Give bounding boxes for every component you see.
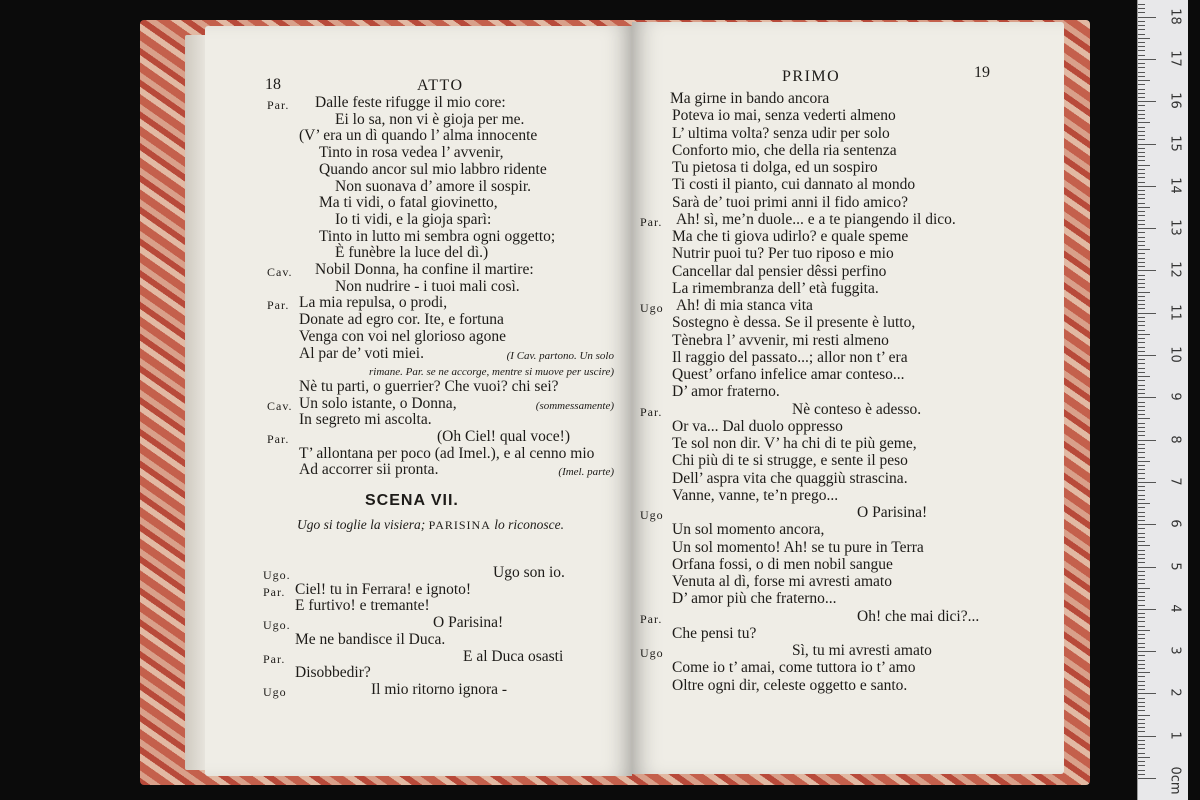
- ruler-tick: [1138, 266, 1145, 267]
- speaker-label: Par.: [640, 404, 663, 419]
- speaker-label: Cav.: [267, 398, 293, 413]
- ruler-tick: [1138, 152, 1145, 153]
- ruler-tick: [1138, 368, 1145, 369]
- verse-line: Orfana fossi, o di men nobil sangue: [672, 555, 893, 573]
- ruler-tick: [1138, 744, 1145, 745]
- ruler-tick: [1138, 427, 1145, 428]
- verse-line: Ma che ti giova udirlo? e quale speme: [672, 228, 909, 245]
- ruler-label: 13: [1167, 219, 1183, 236]
- speaker-label: Cav.: [267, 265, 293, 279]
- verse-line: Oltre ogni dir, celeste oggetto e santo.: [672, 676, 908, 694]
- ruler-tick: [1138, 84, 1145, 85]
- ruler-tick: [1138, 761, 1145, 762]
- ruler-tick: [1138, 34, 1145, 35]
- ruler-tick: [1138, 110, 1145, 111]
- verse-line: Quest’ orfano infelice amar conteso...: [672, 366, 905, 383]
- ruler-tick: [1138, 651, 1156, 652]
- ruler-tick: [1138, 249, 1150, 250]
- ruler-tick: [1138, 668, 1145, 669]
- ruler-tick: [1138, 440, 1156, 441]
- scene-title: SCENA VII.: [365, 492, 459, 509]
- ruler-tick: [1138, 253, 1145, 254]
- ruler-tick: [1138, 139, 1145, 140]
- ruler-label: 11: [1167, 303, 1183, 321]
- verse-line: E furtivo! e tremante!: [295, 597, 430, 615]
- ruler-tick: [1138, 698, 1145, 699]
- ruler-tick: [1138, 478, 1145, 479]
- ruler-tick: [1138, 211, 1145, 212]
- speaker-label: Par.: [267, 298, 290, 313]
- ruler-tick: [1138, 355, 1156, 356]
- ruler-tick: [1138, 304, 1145, 305]
- ruler-tick: [1138, 643, 1145, 644]
- measuring-ruler: [1137, 0, 1188, 800]
- ruler-tick: [1138, 275, 1145, 276]
- ruler-tick: [1138, 173, 1145, 174]
- ruler-tick: [1138, 562, 1145, 563]
- ruler-tick: [1138, 359, 1145, 360]
- ruler-tick: [1138, 410, 1145, 411]
- ruler-tick: [1138, 262, 1145, 263]
- verse-line: Ma girne in bando ancora: [670, 90, 830, 107]
- stage-direction: (Imel. parte): [558, 466, 614, 479]
- verse-line: Ah! sì, me’n duole... e a te piangendo il dico.: [676, 210, 956, 228]
- left-page: [205, 26, 632, 776]
- ruler-tick: [1138, 330, 1145, 331]
- ruler-tick: [1138, 770, 1145, 771]
- verse-line: Disobbedir?: [295, 664, 371, 682]
- verse-line: Oh! che mai dici?...: [857, 607, 980, 625]
- verse-line: D’ amor più che fraterno...: [672, 590, 837, 608]
- ruler-tick: [1138, 177, 1145, 178]
- verse-line: Come io t’ amai, come tuttora io t’ amo: [672, 659, 916, 677]
- ruler-tick: [1138, 753, 1145, 754]
- ruler-tick: [1138, 613, 1145, 614]
- ruler-tick: [1138, 241, 1145, 242]
- ruler-tick: [1138, 397, 1156, 398]
- verse-line: Dell’ aspra vita che quaggiù strascina.: [672, 469, 908, 487]
- ruler-tick: [1138, 389, 1145, 390]
- ruler-tick: [1138, 317, 1145, 318]
- ruler-tick: [1138, 363, 1145, 364]
- ruler-label: 5: [1167, 561, 1183, 571]
- verse-line: Un solo istante, o Donna,: [299, 394, 457, 412]
- verse-line: Conforto mio, che della ria sentenza: [672, 141, 897, 159]
- ruler-label: 16: [1167, 92, 1183, 109]
- ruler-tick: [1138, 512, 1145, 513]
- ruler-label: 6: [1167, 519, 1183, 528]
- ruler-tick: [1138, 731, 1145, 732]
- verse-line: Poteva io mai, senza vederti almeno: [672, 107, 896, 125]
- verse-line: Nobil Donna, ha confine il martire:: [315, 261, 534, 278]
- ruler-tick: [1138, 228, 1156, 229]
- ruler-tick: [1138, 414, 1145, 415]
- verse-line: Me ne bandisce il Duca.: [295, 630, 446, 648]
- ruler-tick: [1138, 93, 1145, 94]
- ruler-tick: [1138, 342, 1145, 343]
- ruler-tick: [1138, 186, 1156, 187]
- ruler-label: 7: [1167, 477, 1183, 486]
- ruler-tick: [1138, 59, 1156, 60]
- ruler-tick: [1138, 457, 1145, 458]
- ruler-tick: [1138, 334, 1150, 335]
- ruler-tick: [1138, 144, 1156, 145]
- speaker-label: Ugo: [640, 301, 664, 315]
- ruler-label: 9: [1167, 392, 1183, 401]
- verse-line: Tinto in lutto mi sembra ogni oggetto;: [319, 227, 556, 245]
- stage-direction: Ugo si toglie la visiera; PARISINA lo riconosce.: [297, 517, 564, 532]
- ruler-tick: [1138, 21, 1145, 22]
- ruler-tick: [1138, 579, 1145, 580]
- ruler-tick: [1138, 550, 1145, 551]
- ruler-tick: [1138, 406, 1145, 407]
- ruler-tick: [1138, 592, 1145, 593]
- ruler-tick: [1138, 545, 1150, 546]
- ruler-label: 2: [1167, 688, 1183, 698]
- ruler-tick: [1138, 402, 1145, 403]
- verse-line: L’ ultima volta? senza udir per solo: [672, 124, 890, 142]
- verse-line: Donate ad egro cor. Ite, e fortuna: [299, 311, 504, 329]
- ruler-label: 12: [1167, 261, 1183, 279]
- ruler-tick: [1138, 723, 1145, 724]
- verse-line: Non suonava d’ amore il sospir.: [335, 177, 532, 195]
- ruler-tick: [1138, 118, 1145, 119]
- ruler-tick: [1138, 715, 1150, 716]
- verse-line: Or va... Dal duolo oppresso: [672, 417, 843, 435]
- ruler-tick: [1138, 676, 1145, 677]
- speaker-label: Par.: [263, 651, 286, 666]
- verse-line: Chi più di te si strugge, e sente il peso: [672, 452, 908, 470]
- ruler-tick: [1138, 207, 1150, 208]
- verse-line: Quando ancor sul mio labbro ridente: [319, 160, 547, 178]
- ruler-tick: [1138, 351, 1145, 352]
- verse-line: Sostegno è dessa. Se il presente è lutto,: [672, 314, 916, 332]
- verse-line: Che pensi tu?: [672, 624, 757, 642]
- page-number: 19: [974, 64, 990, 81]
- verse-line: Il mio ritorno ignora -: [371, 680, 508, 698]
- verse-line: Sì, tu mi avresti amato: [792, 642, 932, 659]
- verse-line: Tu pietosa ti dolga, ed un sospiro: [672, 159, 878, 176]
- ruler-tick: [1138, 621, 1145, 622]
- verse-line: Venga con voi nel glorioso agone: [299, 327, 507, 345]
- ruler-tick: [1138, 558, 1145, 559]
- ruler-tick: [1138, 156, 1145, 157]
- ruler-label: 18: [1167, 7, 1183, 25]
- ruler-tick: [1138, 448, 1145, 449]
- ruler-tick: [1138, 76, 1145, 77]
- ruler-tick: [1138, 473, 1145, 474]
- verse-line: Sarà de’ tuoi primi anni il fido amico?: [672, 193, 909, 211]
- ruler-tick: [1138, 101, 1156, 102]
- ruler-tick: [1138, 55, 1145, 56]
- ruler-tick: [1138, 42, 1145, 43]
- ruler-tick: [1138, 12, 1145, 13]
- ruler-tick: [1138, 97, 1145, 98]
- ruler-tick: [1138, 431, 1145, 432]
- page-edges: [185, 35, 207, 770]
- ruler-tick: [1138, 461, 1150, 462]
- verse-line: (Oh Ciel! qual voce!): [437, 428, 570, 445]
- ruler-tick: [1138, 588, 1150, 589]
- ruler-label: 1: [1167, 731, 1183, 740]
- verse-line: Il raggio del passato...; allor non t’ era: [672, 348, 908, 366]
- verse-line: D’ amor fraterno.: [672, 383, 780, 401]
- ruler-tick: [1138, 757, 1150, 758]
- ruler-tick: [1138, 127, 1145, 128]
- ruler-tick: [1138, 736, 1156, 737]
- ruler-tick: [1138, 131, 1145, 132]
- ruler-tick: [1138, 583, 1145, 584]
- verse-line: E al Duca osasti: [463, 647, 564, 665]
- ruler-tick: [1138, 148, 1145, 149]
- speaker-label: Ugo: [640, 646, 664, 660]
- verse-line: Tènebra l’ avvenir, mi resti almeno: [672, 331, 889, 349]
- verse-line: Venuta al dì, forse mi avresti amato: [672, 573, 892, 590]
- ruler-tick: [1138, 719, 1145, 720]
- ruler-tick: [1138, 8, 1145, 9]
- verse-line: Nè tu parti, o guerrier? Che vuoi? chi sei?: [299, 377, 559, 395]
- ruler-tick: [1138, 296, 1145, 297]
- ruler-tick: [1138, 706, 1145, 707]
- ruler-tick: [1138, 596, 1145, 597]
- verse-line: O Parisina!: [433, 614, 504, 632]
- ruler-tick: [1138, 681, 1145, 682]
- verse-line: In segreto mi ascolta.: [299, 411, 432, 429]
- ruler-tick: [1138, 393, 1145, 394]
- ruler-tick: [1138, 486, 1145, 487]
- verse-line: Al par de’ voti miei.: [299, 344, 424, 362]
- ruler-tick: [1138, 122, 1150, 123]
- page-header: ATTO: [417, 77, 464, 94]
- ruler-tick: [1138, 372, 1145, 373]
- verse-line: Ciel! tu in Ferrara! e ignoto!: [295, 580, 472, 598]
- ruler-tick: [1138, 160, 1145, 161]
- ruler-tick: [1138, 765, 1145, 766]
- verse-line: Cancellar dal pensier dêssi perfino: [672, 262, 887, 280]
- verse-line: Ugo son io.: [493, 564, 565, 581]
- speaker-label: Par.: [267, 432, 290, 446]
- page-header: PRIMO: [782, 68, 841, 85]
- stage-direction: (I Cav. partono. Un solo: [506, 349, 614, 362]
- ruler-tick: [1138, 325, 1145, 326]
- ruler-tick: [1138, 710, 1145, 711]
- verse-line: Un sol momento! Ah! se tu pure in Terra: [672, 538, 924, 556]
- ruler-tick: [1138, 215, 1145, 216]
- ruler-tick: [1138, 287, 1145, 288]
- ruler-tick: [1138, 313, 1156, 314]
- ruler-label: 3: [1167, 646, 1183, 655]
- ruler-tick: [1138, 689, 1145, 690]
- ruler-tick: [1138, 647, 1145, 648]
- verse-line: Ti costi il pianto, cui dannato al mondo: [672, 176, 916, 194]
- verse-line: Ma ti vidi, o fatal giovinetto,: [319, 194, 498, 212]
- ruler-tick: [1138, 554, 1145, 555]
- speaker-label: Par.: [267, 98, 290, 112]
- ruler-tick: [1138, 279, 1145, 280]
- ruler-tick: [1138, 135, 1145, 136]
- ruler-tick: [1138, 165, 1150, 166]
- ruler-tick: [1138, 600, 1145, 601]
- ruler-tick: [1138, 571, 1145, 572]
- ruler-tick: [1138, 245, 1145, 246]
- ruler-tick: [1138, 300, 1145, 301]
- ruler-tick: [1138, 660, 1145, 661]
- verse-line: Ei lo sa, non vi è gioja per me.: [335, 110, 525, 128]
- verse-line: La rimembranza dell’ età fuggita.: [672, 279, 879, 297]
- ruler-tick: [1138, 567, 1156, 568]
- ruler-tick: [1138, 182, 1145, 183]
- speaker-label: Par.: [263, 584, 286, 599]
- ruler-tick: [1138, 308, 1145, 309]
- ruler-tick: [1138, 528, 1145, 529]
- verse-line: Te sol non dir. V’ ha chi di te più geme,: [672, 435, 917, 452]
- ruler-label: 15: [1167, 134, 1183, 152]
- ruler-tick: [1138, 338, 1145, 339]
- ruler-tick: [1138, 452, 1145, 453]
- verse-line: Io ti vidi, e la gioja sparì:: [335, 210, 492, 228]
- speaker-label: Ugo.: [263, 618, 291, 633]
- ruler-tick: [1138, 634, 1145, 635]
- ruler-tick: [1138, 435, 1145, 436]
- verse-line: Tinto in rosa vedea l’ avvenir,: [319, 144, 504, 162]
- ruler-tick: [1138, 469, 1145, 470]
- ruler-tick: [1138, 495, 1145, 496]
- ruler-tick: [1138, 169, 1145, 170]
- ruler-tick: [1138, 664, 1145, 665]
- ruler-tick: [1138, 702, 1145, 703]
- ruler-tick: [1138, 29, 1145, 30]
- verse-line: T’ allontana per poco (ad Imel.), e al cenno mio: [299, 444, 595, 462]
- verse-line: La mia repulsa, o prodi,: [299, 294, 448, 312]
- ruler-tick: [1138, 503, 1150, 504]
- ruler-tick: [1138, 270, 1156, 271]
- ruler-tick: [1138, 507, 1145, 508]
- ruler-tick: [1138, 203, 1145, 204]
- ruler-label: 8: [1167, 434, 1183, 444]
- verse-line: Ad accorrer sii pronta.: [299, 461, 439, 479]
- ruler-tick: [1138, 541, 1145, 542]
- ruler-tick: [1138, 748, 1145, 749]
- ruler-tick: [1138, 609, 1156, 610]
- ruler-tick: [1138, 693, 1156, 694]
- ruler-tick: [1138, 67, 1145, 68]
- ruler-tick: [1138, 220, 1145, 221]
- ruler-tick: [1138, 105, 1145, 106]
- ruler-tick: [1138, 89, 1145, 90]
- speaker-label: Ugo.: [263, 568, 291, 582]
- ruler-tick: [1138, 198, 1145, 199]
- speaker-label: Ugo: [263, 684, 287, 699]
- ruler-tick: [1138, 672, 1150, 673]
- ruler-tick: [1138, 376, 1150, 377]
- ruler-tick: [1138, 465, 1145, 466]
- ruler-tick: [1138, 537, 1145, 538]
- verse-line: È funèbre la luce del dì.): [335, 244, 489, 262]
- ruler-tick: [1138, 385, 1145, 386]
- verse-line: (V’ era un dì quando l’ alma innocente: [299, 127, 538, 145]
- ruler-tick: [1138, 38, 1150, 39]
- ruler-tick: [1138, 50, 1145, 51]
- ruler-tick: [1138, 347, 1145, 348]
- ruler-tick: [1138, 321, 1145, 322]
- ruler-tick: [1138, 727, 1145, 728]
- ruler-tick: [1138, 524, 1156, 525]
- ruler-tick: [1138, 685, 1145, 686]
- speaker-label: Par.: [640, 214, 663, 229]
- verse-line: Ah! di mia stanca vita: [676, 297, 813, 314]
- speaker-label: Par.: [640, 611, 663, 626]
- speaker-label: Ugo: [640, 508, 664, 522]
- ruler-tick: [1138, 655, 1145, 656]
- ruler-tick: [1138, 258, 1145, 259]
- ruler-tick: [1138, 630, 1150, 631]
- ruler-tick: [1138, 740, 1145, 741]
- ruler-tick: [1138, 444, 1145, 445]
- ruler-tick: [1138, 626, 1145, 627]
- ruler-tick: [1138, 292, 1150, 293]
- ruler-label: 14: [1167, 177, 1183, 194]
- ruler-tick: [1138, 423, 1145, 424]
- ruler-tick: [1138, 237, 1145, 238]
- verse-line: Nè conteso è adesso.: [792, 400, 922, 418]
- ruler-tick: [1138, 380, 1145, 381]
- ruler-tick: [1138, 283, 1145, 284]
- ruler-tick: [1138, 80, 1150, 81]
- verse-line: Dalle feste rifugge il mio core:: [315, 94, 506, 111]
- verse-line: Nutrir puoi tu? Per tuo riposo e mio: [672, 245, 894, 263]
- ruler-tick: [1138, 25, 1145, 26]
- verse-line: Un sol momento ancora,: [672, 521, 825, 539]
- ruler-tick: [1138, 63, 1145, 64]
- right-page: [632, 22, 1064, 774]
- ruler-tick: [1138, 520, 1145, 521]
- ruler-tick: [1138, 575, 1145, 576]
- ruler-tick: [1138, 72, 1145, 73]
- ruler-tick: [1138, 46, 1145, 47]
- verse-line: O Parisina!: [857, 504, 928, 521]
- ruler-tick: [1138, 778, 1156, 779]
- ruler-tick: [1138, 114, 1145, 115]
- ruler-tick: [1138, 774, 1145, 775]
- ruler-tick: [1138, 482, 1156, 483]
- ruler-tick: [1138, 4, 1145, 5]
- ruler-tick: [1138, 232, 1145, 233]
- ruler-label: 17: [1167, 50, 1183, 67]
- ruler-label: 10: [1167, 346, 1183, 363]
- ruler-tick: [1138, 516, 1145, 517]
- ruler-label: 0cm: [1167, 766, 1183, 795]
- ruler-tick: [1138, 190, 1145, 191]
- ruler-tick: [1138, 490, 1145, 491]
- ruler-tick: [1138, 17, 1156, 18]
- ruler-label: 4: [1167, 604, 1183, 613]
- ruler-tick: [1138, 638, 1145, 639]
- ruler-tick: [1138, 224, 1145, 225]
- ruler-tick: [1138, 533, 1145, 534]
- ruler-tick: [1138, 617, 1145, 618]
- ruler-tick: [1138, 194, 1145, 195]
- stage-direction: (sommessamente): [535, 399, 614, 412]
- stage-direction: rimane. Par. se ne accorge, mentre si muove per uscire): [369, 366, 614, 379]
- ruler-tick: [1138, 418, 1150, 419]
- ruler-tick: [1138, 499, 1145, 500]
- verse-line: Non nudrire - i tuoi mali così.: [335, 277, 520, 295]
- verse-line: Vanne, vanne, te’n prego...: [672, 486, 839, 504]
- page-number: 18: [265, 76, 281, 93]
- ruler-tick: [1138, 605, 1145, 606]
